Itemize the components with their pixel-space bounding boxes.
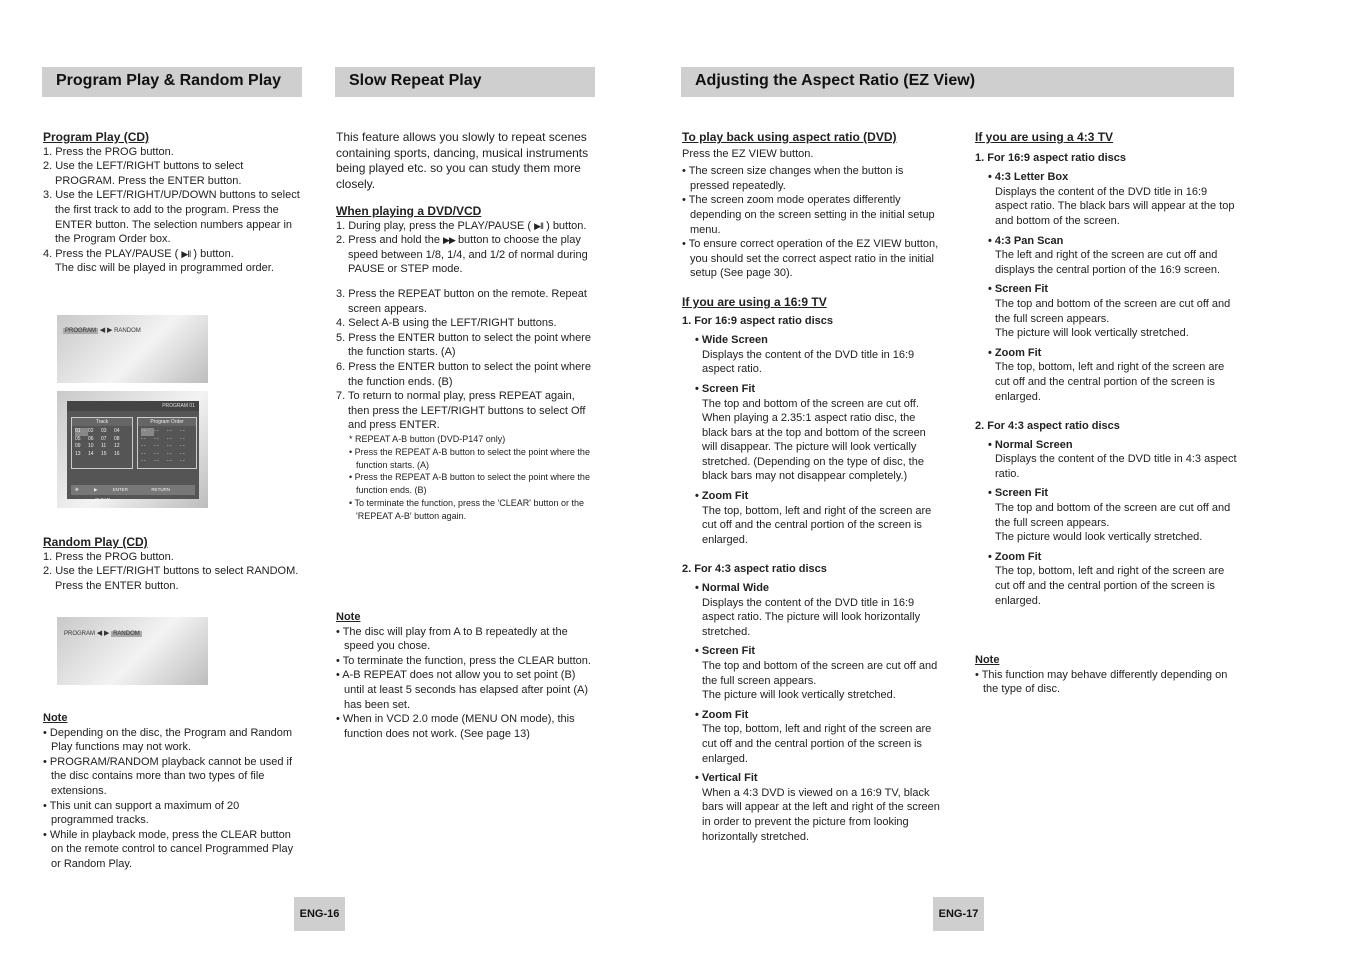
order-cell: - - bbox=[141, 458, 146, 464]
slow-repeat-note bbox=[336, 610, 598, 741]
program-order-screen bbox=[57, 391, 208, 508]
mode-description: Displays the content of the DVD title in 4:3 aspect ratio. bbox=[995, 453, 1237, 480]
step-text: ) button. bbox=[193, 247, 234, 260]
mode-title: • Vertical Fit bbox=[695, 772, 758, 785]
track-cell: 15 bbox=[101, 450, 107, 457]
mode-title: • Screen Fit bbox=[988, 283, 1049, 296]
enter-button: ENTER bbox=[112, 487, 129, 492]
mode-description: Displays the content of the DVD title in 16:9 aspect ratio. bbox=[702, 348, 915, 376]
random-menu-screen bbox=[57, 617, 208, 685]
step: 2. Use the LEFT/RIGHT buttons to select PROGRAM. Press the ENTER button. bbox=[43, 160, 244, 187]
dvd-vcd-heading: When playing a DVD/VCD bbox=[336, 204, 482, 218]
items-169-discs bbox=[975, 170, 1237, 404]
items-43-discs bbox=[682, 581, 944, 844]
aspect-mode-item bbox=[695, 644, 944, 702]
track-cell: 16 bbox=[114, 450, 120, 457]
mode-title: • 4:3 Pan Scan bbox=[988, 234, 1064, 247]
program-play-heading: Program Play (CD) bbox=[43, 130, 150, 144]
aspect-mode-item bbox=[988, 438, 1237, 482]
fast-forward-icon: ▶▶ bbox=[443, 235, 455, 246]
mode-title: • 4:3 Letter Box bbox=[988, 171, 1069, 184]
program-dialog bbox=[67, 401, 199, 502]
order-cell: - - bbox=[180, 450, 185, 457]
program-dialog-title: PROGRAM 01 bbox=[67, 401, 199, 411]
order-cell: - - bbox=[154, 458, 159, 464]
aspect-mode-item bbox=[988, 550, 1237, 608]
section-title: 1. For 16:9 aspect ratio discs bbox=[975, 151, 1127, 164]
mode-title: • Zoom Fit bbox=[988, 346, 1042, 359]
order-grid bbox=[138, 426, 196, 468]
step: 3. Press the REPEAT button on the remote. Repeat screen appears. bbox=[336, 287, 587, 315]
column-aspect-169 bbox=[682, 130, 944, 849]
aspect-mode-item bbox=[695, 489, 944, 547]
section-title: 2. For 4:3 aspect ratio discs bbox=[682, 563, 827, 576]
header-title: Slow Repeat Play bbox=[349, 72, 482, 89]
items-169-discs bbox=[682, 333, 944, 547]
order-cell: - - bbox=[167, 458, 172, 464]
mode-description: The top, bottom, left and right of the screen are cut off and the central portion of the screen is enlarged. bbox=[995, 361, 1225, 403]
random-play-heading: Random Play (CD) bbox=[43, 535, 148, 549]
step bbox=[336, 219, 598, 234]
clear-button: CLEAR bbox=[95, 497, 111, 502]
program-menu-screen bbox=[57, 315, 208, 383]
step: 5. Press the ENTER button to select the point where the function starts. (A) bbox=[336, 331, 591, 359]
note-bullet: • A-B REPEAT does not allow you to set point (B) until at least 5 seconds has elapsed after point (A) has been set. bbox=[336, 669, 588, 711]
subnote: • Press the REPEAT A-B button to select the point where the function starts. (A) bbox=[349, 446, 590, 470]
track-cell: 08 bbox=[114, 435, 120, 442]
mode-description: The top, bottom, left and right of the screen are cut off and the central portion of the screen is enlarged. bbox=[702, 723, 932, 765]
order-cell: - - bbox=[167, 435, 172, 442]
mode-title: • Screen Fit bbox=[988, 487, 1049, 500]
track-grid bbox=[72, 426, 132, 460]
arrows-icon: ◀ ▶ bbox=[96, 630, 110, 637]
mode-description: When a 4:3 DVD is viewed on a 16:9 TV, black bars will appear at the left and right of the screen in order to prevent the picture from looking horizontally stretched. bbox=[702, 786, 940, 843]
track-cell: 12 bbox=[114, 443, 120, 449]
note-heading: Note bbox=[43, 712, 68, 724]
note-bullet: • This function may behave differently depending on the type of disc. bbox=[975, 668, 1228, 696]
track-cell: 07 bbox=[101, 435, 107, 442]
track-cell: 13 bbox=[75, 450, 81, 457]
program-random-bar bbox=[63, 326, 141, 334]
section-title: 2. For 4:3 aspect ratio discs bbox=[975, 420, 1120, 433]
dialog-button-bar bbox=[71, 485, 195, 502]
column-aspect-43 bbox=[975, 130, 1237, 613]
note-heading: Note bbox=[975, 654, 1000, 666]
order-cell: - - bbox=[154, 428, 159, 434]
play-pause-icon: ▶II bbox=[181, 248, 191, 259]
mode-description: The left and right of the screen are cut off and displays the central portion of the 16:9 screen. bbox=[995, 249, 1221, 276]
aspect-mode-item bbox=[988, 282, 1237, 340]
tv169-heading: If you are using a 16:9 TV bbox=[682, 294, 827, 309]
step bbox=[336, 233, 598, 277]
aspect-mode-item bbox=[695, 771, 944, 844]
track-box bbox=[71, 417, 133, 469]
order-cell: - - bbox=[154, 443, 159, 449]
play-pause-icon: ▶II bbox=[534, 220, 544, 231]
note-left-section bbox=[43, 711, 301, 872]
aspect-note bbox=[975, 653, 1237, 697]
slow-repeat-intro: This feature allows you slowly to repeat scenes containing sports, dancing, musical instruments being played etc. so you can study them more closely. bbox=[336, 130, 589, 191]
mode-description: The top, bottom, left and right of the screen are cut off and the central portion of the screen is enlarged. bbox=[702, 504, 932, 546]
bullet: • To ensure correct operation of the EZ VIEW button, you should set the correct aspect ratio in the initial setup (See page 30). bbox=[682, 238, 939, 280]
mode-title: • Normal Screen bbox=[988, 438, 1073, 451]
aspect-mode-item bbox=[988, 486, 1237, 544]
header-title: Program Play & Random Play bbox=[56, 72, 281, 89]
bullet: • The screen size changes when the button is pressed repeatedly. bbox=[682, 165, 904, 192]
step-text: 2. Press and hold the bbox=[336, 234, 440, 247]
aspect-mode-item bbox=[695, 708, 944, 766]
subnote: * REPEAT A-B button (DVD-P147 only) bbox=[349, 433, 506, 444]
header-slow-repeat bbox=[335, 67, 595, 97]
header-program-random bbox=[42, 67, 302, 97]
track-cell: 03 bbox=[101, 428, 107, 434]
items-43-discs bbox=[975, 438, 1237, 609]
aspect-mode-item bbox=[988, 346, 1237, 404]
note-bullet: • This unit can support a maximum of 20 programmed tracks. bbox=[43, 799, 240, 827]
step-note: The disc will be played in programmed order. bbox=[55, 262, 274, 275]
step: 3. Use the LEFT/RIGHT/UP/DOWN buttons to select the first track to add to the program. Press the ENTER button. The selection numbers appear in the Program Order box. bbox=[43, 189, 300, 246]
note-bullet: • While in playback mode, press the CLEAR button on the remote control to cancel Programmed Play or Random Play. bbox=[43, 828, 294, 870]
order-label: Program Order bbox=[138, 418, 196, 426]
program-option: PROGRAM bbox=[65, 328, 97, 334]
press-ez-view: Press the EZ VIEW button. bbox=[682, 147, 814, 160]
arrows-icon: ◀ ▶ bbox=[99, 327, 113, 334]
step: 6. Press the ENTER button to select the point where the function ends. (B) bbox=[336, 360, 591, 388]
mode-description: Displays the content of the DVD title in 16:9 aspect ratio. The black bars will appear at the top and bottom of the screen. bbox=[995, 185, 1235, 227]
step bbox=[43, 247, 305, 262]
step: 4. Select A-B using the LEFT/RIGHT buttons. bbox=[336, 317, 557, 330]
note-bullet: • The disc will play from A to B repeatedly at the speed you chose. bbox=[336, 625, 568, 653]
section-title: 1. For 16:9 aspect ratio discs bbox=[682, 314, 834, 327]
order-cell: - - bbox=[154, 450, 159, 457]
repeat-ab-subnotes bbox=[336, 433, 598, 523]
step-text: 1. During play, press the PLAY/PAUSE ( bbox=[336, 219, 532, 232]
program-order-box bbox=[137, 417, 197, 469]
bullet: • The screen zoom mode operates differently depending on the screen setting in the initial setup menu. bbox=[682, 194, 935, 236]
order-cell: - - bbox=[141, 450, 146, 457]
note-bullet: • Depending on the disc, the Program and Random Play functions may not work. bbox=[43, 726, 293, 754]
track-label: Track bbox=[72, 418, 132, 426]
step: 2. Use the LEFT/RIGHT buttons to select RANDOM. Press the ENTER button. bbox=[43, 565, 299, 592]
track-cell: 05 bbox=[75, 435, 81, 442]
column-slow-repeat bbox=[336, 130, 598, 522]
step: 1. Press the PROG button. bbox=[43, 550, 174, 563]
step: 1. Press the PROG button. bbox=[43, 145, 174, 158]
mode-title: • Normal Wide bbox=[695, 582, 770, 595]
step-text: 4. Press the PLAY/PAUSE ( bbox=[43, 247, 179, 260]
track-cell: 02 bbox=[88, 428, 94, 434]
track-cell: 01 bbox=[75, 428, 88, 436]
subnote: • Press the REPEAT A-B button to select the point where the function ends. (B) bbox=[349, 472, 590, 496]
nav-icon: ✥ bbox=[75, 487, 79, 492]
step: 7. To return to normal play, press REPEAT again, then press the LEFT/RIGHT buttons to select Off and press ENTER. bbox=[336, 390, 586, 432]
order-cell: - - bbox=[167, 428, 172, 434]
step-text: button to choose the play speed between 1/8, 1/4, and 1/2 of normal during PAUSE or STEP mode. bbox=[348, 234, 588, 276]
aspect-mode-item bbox=[988, 234, 1237, 278]
note-bullet: • PROGRAM/RANDOM playback cannot be used if the disc contains more than two types of file extensions. bbox=[43, 755, 292, 797]
mode-description: Displays the content of the DVD title in 16:9 aspect ratio. The picture will look horizontally stretched. bbox=[702, 596, 921, 638]
page-number-left: ENG-16 bbox=[294, 897, 345, 931]
header-aspect-ratio bbox=[681, 67, 1234, 97]
order-cell: - - bbox=[167, 443, 172, 449]
subnote: • To terminate the function, press the 'CLEAR' button or the 'REPEAT A-B' button again. bbox=[349, 497, 585, 521]
tv43-heading: If you are using a 4:3 TV bbox=[975, 130, 1114, 144]
mode-title: • Zoom Fit bbox=[695, 708, 749, 721]
mode-title: • Zoom Fit bbox=[988, 550, 1042, 563]
mode-title: • Screen Fit bbox=[695, 382, 756, 395]
track-cell: 11 bbox=[101, 443, 107, 449]
random-option: RANDOM bbox=[113, 631, 140, 637]
note-bullet: • To terminate the function, press the CLEAR button. bbox=[336, 654, 591, 667]
aspect-mode-item bbox=[695, 581, 944, 639]
order-cell: - - bbox=[154, 435, 159, 442]
mode-description: The top and bottom of the screen are cut off and the full screen appears. The picture will look vertically stretched. bbox=[995, 297, 1231, 340]
mode-description: The top and bottom of the screen are cut off. When playing a 2.35:1 aspect ratio disc, the black bars at the top and bottom of the screen will disappear. The picture will look vertically stretched. (Depending on the type of disc, the black bars may not disappear completely.) bbox=[702, 397, 926, 483]
note-heading: Note bbox=[336, 611, 361, 623]
order-cell: - - bbox=[180, 443, 185, 449]
mode-description: The top and bottom of the screen are cut off and the full screen appears. The picture would look vertically stretched. bbox=[995, 502, 1231, 544]
note-bullet: • When in VCD 2.0 mode (MENU ON mode), this function does not work. (See page 13) bbox=[336, 713, 575, 740]
order-cell: - - bbox=[141, 435, 146, 442]
page-number-right: ENG-17 bbox=[933, 897, 984, 931]
program-random-bar bbox=[64, 629, 142, 637]
track-cell: 04 bbox=[114, 428, 120, 434]
play-icon: ▶ bbox=[94, 487, 98, 492]
random-option: RANDOM bbox=[114, 328, 141, 334]
return-button: RETURN bbox=[151, 487, 171, 492]
mode-description: The top, bottom, left and right of the screen are cut off and the central portion of the screen is enlarged. bbox=[995, 565, 1225, 607]
track-cell: 09 bbox=[75, 443, 81, 449]
order-cell: - - bbox=[180, 435, 185, 442]
track-cell: 10 bbox=[88, 443, 94, 449]
aspect-mode-item bbox=[695, 382, 944, 484]
step-text: ) button. bbox=[546, 219, 587, 232]
column-program-random bbox=[43, 130, 305, 276]
mode-title: • Screen Fit bbox=[695, 645, 756, 658]
header-title: Adjusting the Aspect Ratio (EZ View) bbox=[695, 72, 976, 89]
mode-title: • Wide Screen bbox=[695, 334, 768, 347]
mode-title: • Zoom Fit bbox=[695, 490, 749, 503]
track-cell: 06 bbox=[88, 435, 94, 442]
order-cell: - - bbox=[180, 458, 185, 464]
order-cell: - - bbox=[141, 428, 154, 436]
order-cell: - - bbox=[167, 450, 172, 457]
order-cell: - - bbox=[180, 428, 185, 434]
program-option: PROGRAM bbox=[64, 631, 96, 637]
aspect-mode-item bbox=[695, 333, 944, 377]
mode-description: The top and bottom of the screen are cut off and the full screen appears. The picture will look vertically stretched. bbox=[702, 660, 938, 702]
random-play-section bbox=[43, 535, 305, 593]
aspect-dvd-heading: To play back using aspect ratio (DVD) bbox=[682, 130, 897, 144]
order-cell: - - bbox=[141, 443, 146, 449]
track-cell: 14 bbox=[88, 450, 94, 457]
aspect-mode-item bbox=[988, 170, 1237, 228]
